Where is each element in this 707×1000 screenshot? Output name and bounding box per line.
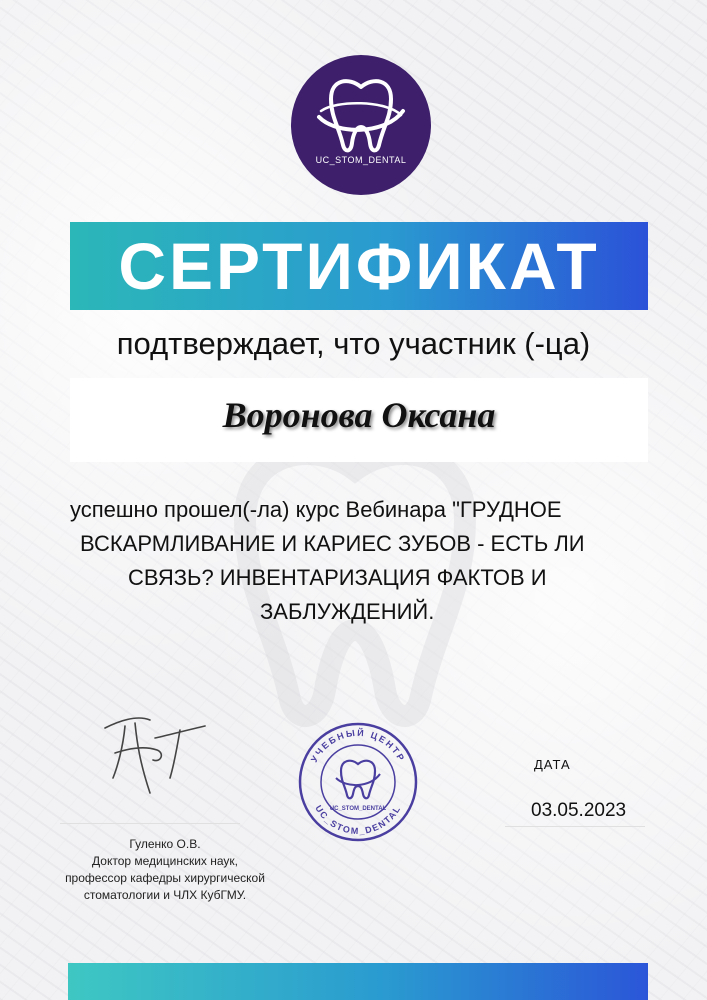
logo xyxy=(291,55,431,195)
title-banner xyxy=(70,222,648,310)
participant-name-box xyxy=(70,378,648,462)
course-line: ЗАБЛУЖДЕНИЙ. xyxy=(260,599,435,624)
signature xyxy=(95,708,215,803)
stamp-center-text: UC_STOM_DENTAL xyxy=(329,806,387,812)
bottom-bar xyxy=(68,963,648,1000)
course-description xyxy=(70,493,670,629)
signer-name: Гуленко О.В. xyxy=(129,837,201,851)
certificate-title: СЕРТИФИКАТ xyxy=(118,229,600,303)
signer-title: стоматологии и ЧЛХ КубГМУ. xyxy=(83,888,247,902)
tooth-icon xyxy=(336,761,380,799)
participant-name: Воронова Оксана xyxy=(222,395,496,435)
signer-title: Доктор медицинских наук, xyxy=(92,854,238,868)
signer-info xyxy=(50,836,280,904)
course-line: ВСКАРМЛИВАНИЕ И КАРИЕС ЗУБОВ - ЕСТЬ ЛИ xyxy=(80,531,585,556)
date-line xyxy=(505,826,645,827)
confirmation-text: подтверждает, что участник (-ца) xyxy=(116,326,591,361)
course-line: успешно прошел(-ла) курс Вебинара "ГРУДНОЕ xyxy=(70,497,562,522)
stamp-top-text: УЧЕБНЫЙ ЦЕНТР xyxy=(308,727,408,764)
stamp xyxy=(296,720,420,844)
logo-text: UC_STOM_DENTAL xyxy=(315,155,407,165)
stamp-bottom-text: UC_STOM_DENTAL xyxy=(313,803,403,837)
date-value: 03.05.2023 xyxy=(531,800,627,821)
signature-line xyxy=(60,823,240,824)
date-label: ДАТА xyxy=(534,757,571,772)
signer-title: профессор кафедры хирургической xyxy=(65,871,265,885)
tooth-icon xyxy=(291,55,431,195)
course-line: СВЯЗЬ? ИНВЕНТАРИЗАЦИЯ ФАКТОВ И xyxy=(128,565,547,590)
